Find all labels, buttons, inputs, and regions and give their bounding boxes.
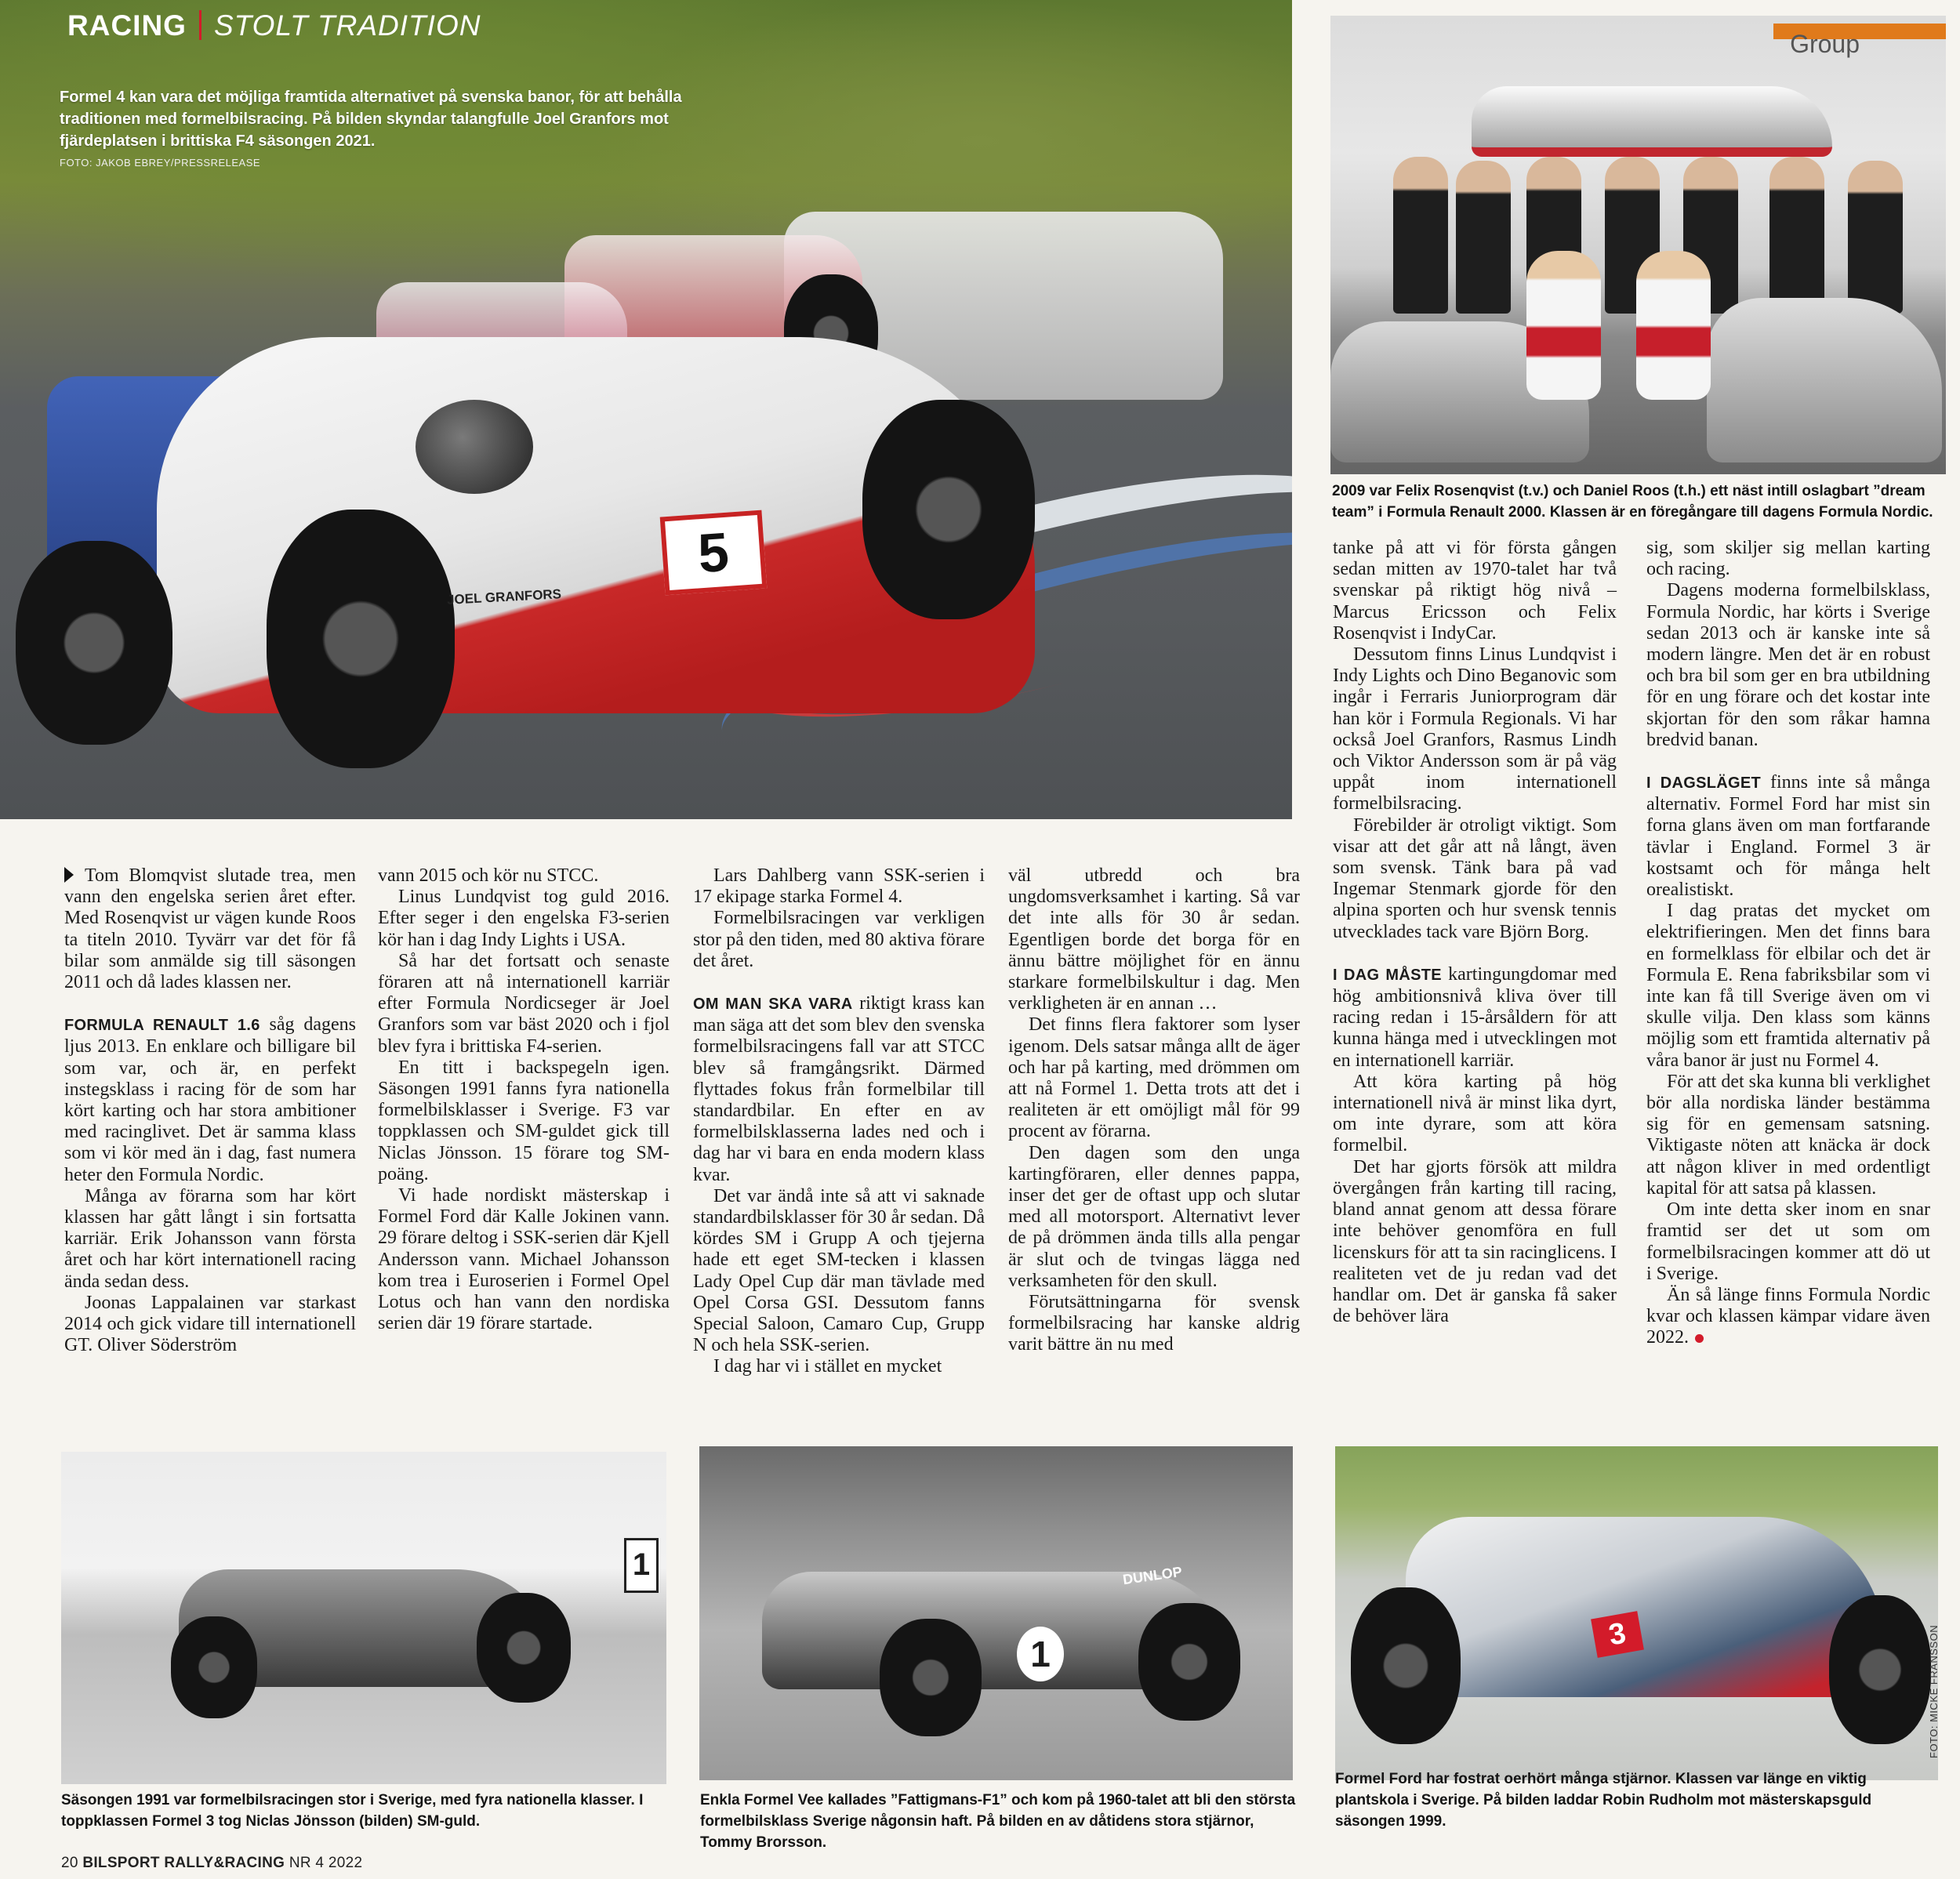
- sponsor-label: DUNLOP: [1121, 1563, 1183, 1588]
- paragraph: I dag har vi i stället en mycket: [713, 1356, 942, 1377]
- paragraph-text: Tom Blomqvist slutade trea, men vann den engelska serien året efter. Med Rosenqvist ur vägen kunde Roos ta titeln 2010. Tyvärr var det för få bilar som anmälde sig till säsongen 2011 och då lades klassen ner.: [64, 865, 356, 993]
- paragraph: [1646, 1285, 1930, 1349]
- paragraph: Det var ändå inte så att vi saknade standardbilsklasser för 30 år sedan. Då kördes SM i Grupp A och tjejerna hade ett eget SM-tecken i klassen Lady Opel Cup där man tävlade med Opel Corsa GSI. Dessutom fanns Special Saloon, Camaro Cup, Grupp N och hela SSK-serien.: [693, 1185, 985, 1356]
- car-wheel: [880, 1619, 982, 1736]
- car-wheel: [1138, 1603, 1240, 1721]
- issue-label: NR 4 2022: [289, 1855, 363, 1871]
- lead-in: I DAGSLÄGET: [1646, 774, 1761, 793]
- paragraph: Dessutom finns Linus Lundqvist i Indy Lights och Dino Beganovic som ingår i Ferraris Juniorprogram där han kör i Formula Regionals. Vi har också Joel Granfors, Rasmus Lindh och Viktor Andersson som är på väg uppåt inom internationell formelbilsracing.: [1333, 644, 1617, 814]
- photo-caption: Enkla Formel Vee kallades ”Fattigmans-F1” och kom på 1960-talet att bli den största formelbilsklass Sverige någonsin haft. På bilden en av dåtidens stora stjärnor, Tommy Brorsson.: [700, 1792, 1296, 1851]
- paragraph: Linus Lundqvist tog guld 2016. Efter seger i den engelska F3-serien kör han i dag Indy Lights i USA.: [378, 887, 670, 950]
- car-number-plate: 1: [1017, 1627, 1064, 1681]
- paragraph: Vi hade nordiskt mästerskap i Formel Ford där Kalle Jokinen vann. 29 förare deltog i SSK-serien där Kjell Andersson vann. Michael Johansson kom trea i Euroserien i Formel Opel Lotus och han vann den nordiska serien där 19 förare startade.: [378, 1185, 670, 1334]
- truck-text: Group: [1790, 30, 1860, 58]
- paragraph: Att köra karting på hög internationell nivå är minst lika dyrt, om inte dyrare, som att köra formelbil.: [1333, 1071, 1617, 1156]
- paragraph: I dag pratas det mycket om elektrifieringen. Men det finns bara en formelklass för elbilar och det är Formula E. Rena fabriksbilar som vi inte kan få till Sverige även om vi skulle vilja. Den klass som känns möjlig som ett framtida alternativ på våra banor är just nu Formel 4.: [1646, 901, 1930, 1071]
- photo-caption: Formel Ford har fostrat oerhört många stjärnor. Klassen var länge en viktig plantskola i Sverige. På bilden laddar Robin Rudholm mot mästerskapsguld säsongen 1999.: [1335, 1771, 1872, 1830]
- paragraph: Många av förarna som har kört klassen har gått långt i sin fortsatta karriär. Erik Johansson vann första året och har kört internationell racing ända sedan dess.: [64, 1185, 356, 1292]
- text-column-1: [64, 865, 356, 1356]
- paragraph-text: finns inte så många alternativ. Formel Ford har mist sin forna glans även om man fortfarande tävlar i England. Formel 3 är kostsamt och för många helt orealistiskt.: [1646, 772, 1930, 901]
- lead-in: OM MAN SKA VARA: [693, 996, 853, 1014]
- lead-in: I DAG MÅSTE: [1333, 966, 1442, 984]
- driver-name-label: JOEL GRANFORS: [446, 586, 562, 608]
- section-label: RACING: [67, 9, 187, 42]
- paragraph: Om inte detta sker inom en snar framtid ser det ut som om formelbilsracingen kommer att dö ut i Sverige.: [1646, 1199, 1930, 1284]
- photo-formel3-1991: [61, 1452, 666, 1784]
- team-photo-caption: 2009 var Felix Rosenqvist (t.v.) och Daniel Roos (t.h.) ett näst intill oslagbart ”dream team” i Formula Renault 2000. Klassen är en föregångare till dagens Formula Nordic.: [1332, 483, 1933, 521]
- hero-photo: [0, 0, 1292, 819]
- car-number-plate: 3: [1591, 1611, 1644, 1658]
- text-column-4: [1008, 865, 1300, 1356]
- paragraph: tanke på att vi för första gången sedan mitten av 1970-talet har två svenskar på riktigt hög nivå – Marcus Ericsson och Felix Rosenqvist i IndyCar.: [1333, 538, 1617, 644]
- racing-driver: [1526, 251, 1601, 400]
- car-number-plate: 5: [660, 510, 768, 596]
- photo-formel-vee: [699, 1446, 1293, 1780]
- header-divider: [199, 10, 201, 40]
- paragraph: Joonas Lappalainen var starkast 2014 och gick vidare till internationell GT. Oliver Söderström: [64, 1292, 356, 1356]
- displayed-race-car: [1472, 86, 1832, 157]
- paragraph: sig, som skiljer sig mellan karting och racing.: [1646, 538, 1930, 580]
- lead-in: FORMULA RENAULT 1.6: [64, 1017, 260, 1035]
- paragraph-text: kartingungdomar med hög ambitionsnivå kliva över till racing redan i 15-årsåldern för att kunna hänga med i utvecklingen mot en internationell karriär.: [1333, 963, 1617, 1071]
- team-photo: [1330, 16, 1946, 474]
- page-footer: [61, 1855, 362, 1872]
- text-column-2: [378, 865, 670, 1334]
- team-member: [1769, 157, 1824, 314]
- team-member: [1848, 161, 1903, 314]
- car-wheel: [16, 541, 172, 745]
- paragraph-text: Än så länge finns Formula Nordic kvar och klassen kämpar vidare även 2022.: [1646, 1284, 1930, 1348]
- paragraph: Så har det fortsatt och senaste föraren att nå internationell karriär efter Formula Nordicseger är Joel Granfors som var bäst 2020 och i fjol blev fyra i brittiska F4-serien.: [378, 950, 670, 1057]
- paragraph: [64, 865, 356, 993]
- paragraph: Den dagen som den unga kartingföraren, eller dennes pappa, inser det ger de oftast upp och slutar med all motorsport. Alternativt lever de på drömmen ända tills alla pengar är slut och de tvingas lägga ned verksamheten för den skull.: [1008, 1142, 1300, 1291]
- paragraph: Det finns flera faktorer som lyser igenom. Dels satsar många allt de äger och har på karting, med drömmen om att nå Formel 1. Detta trots att det i realiteten är ett omöjligt mål för 99 procent av förarna.: [1008, 1014, 1300, 1142]
- photo-formel-ford: [1335, 1446, 1938, 1780]
- car-wheel: [1351, 1587, 1461, 1744]
- hero-photo-credit: FOTO: JAKOB EBREY/PRESSRELEASE: [60, 157, 261, 169]
- race-car: [1406, 1517, 1884, 1697]
- paragraph: väl utbredd och bra ungdomsverksamhet i karting. Så var det inte alls för 30 år sedan. Egentligen borde det borga för en ännu bättre möjlighet för en ännu starkare formelbilskultur i dag. Men verkligheten är en annan …: [1008, 865, 1300, 1014]
- car-wheel: [477, 1593, 571, 1703]
- paragraph: Formelbilsracingen var verkligen stor på den tiden, med 80 aktiva förare det året.: [693, 908, 985, 971]
- subsection-label: STOLT TRADITION: [213, 9, 481, 42]
- paragraph: [64, 1014, 356, 1186]
- car-number-plate: 1: [624, 1538, 659, 1593]
- paragraph: Lars Dahlberg vann SSK-serien i 17 ekipage starka Formel 4.: [693, 865, 985, 908]
- car-wheel: [171, 1616, 257, 1718]
- text-column-6: [1646, 538, 1930, 1349]
- car-wheel: [267, 510, 455, 768]
- team-member: [1393, 157, 1448, 314]
- page-number: 20: [61, 1855, 78, 1871]
- photo-caption: Säsongen 1991 var formelbilsracingen stor i Sverige, med fyra nationella klasser. I toppklassen Formel 3 tog Niclas Jönsson (bilden) SM-guld.: [61, 1792, 644, 1830]
- section-header: [67, 9, 481, 42]
- paragraph: Det har gjorts försök att mildra övergången från karting till racing, bland annat genom att dessa förare inte behöver genomföra en full licenskurs för att ta sin racinglicens. I realiteten vet de ju redan vad det handlar om. Det är ganska få saker de behöver lära: [1333, 1156, 1617, 1327]
- paragraph: [693, 993, 985, 1186]
- paragraph: [1333, 964, 1617, 1072]
- car-wheel: [1829, 1595, 1931, 1744]
- paragraph: Förutsättningarna för svensk formelbilsracing har kanske aldrig varit bättre än nu med: [1008, 1292, 1300, 1355]
- arrow-icon: [64, 867, 74, 883]
- text-column-3: [693, 865, 985, 1378]
- paragraph: vann 2015 och kör nu STCC.: [378, 865, 599, 886]
- end-mark-icon: [1695, 1334, 1704, 1343]
- car-wheel: [862, 400, 1035, 619]
- side-photo-credit: FOTO: MICKE FRANSSON: [1928, 1624, 1940, 1758]
- team-member: [1456, 161, 1511, 314]
- race-car: [1707, 298, 1942, 462]
- text-column-5: [1333, 538, 1617, 1327]
- magazine-name: BILSPORT RALLY&RACING: [82, 1855, 285, 1871]
- paragraph: [1646, 772, 1930, 901]
- paragraph: En titt i backspegeln igen. Säsongen 1991 fanns fyra nationella formelbilsklasser i Sverige. F3 var toppklassen och SM-guldet gick till Niclas Jönsson. 15 förare tog SM-poäng.: [378, 1057, 670, 1184]
- paragraph: För att det ska kunna bli verklighet bör alla nordiska länder bestämma sig för en gemensam satsning. Viktigaste nöten att knäcka är dock att någon kliver in med ordentligt kapital för att satsa på klassen.: [1646, 1071, 1930, 1199]
- paragraph-text: såg dagens ljus 2013. En enklare och billigare bil som var, och är, en perfekt instegsklass i racing för de som har kört karting och har stora ambitioner med racinglivet. Det är samma klass som vi kör med än i dag, fast numera heter den Formula Nordic.: [64, 1014, 356, 1185]
- hero-caption: Formel 4 kan vara det möjliga framtida alternativet på svenska banor, för att behålla traditionen med formelbilsracing. På bilden skyndar talangfulle Joel Granfors mot fjärdeplatsen i brittiska F4 säsongen 2021.: [60, 89, 682, 150]
- paragraph: Förebilder är otroligt viktigt. Som visar att det går att nå långt, även som svensk. Tänk bara på vad Ingemar Stenmark gjorde för den alpina sporten och hur svensk tennis utvecklades tack vare Björn Borg.: [1333, 814, 1617, 942]
- driver-helmet: [416, 400, 533, 494]
- paragraph: Dagens moderna formelbilsklass, Formula Nordic, har körts i Sverige sedan 2013 och är kanske inte så modern längre. Men det är en robust och bra bil som ger en bra utbildning för en ung förare och det kostar inte skjortan för den som råkar hamna bredvid banan.: [1646, 580, 1930, 750]
- racing-driver: [1636, 251, 1711, 400]
- paragraph-text: riktigt krass kan man säga att det som blev den svenska formelbilsracingens fall var att STCC blev så framgångsrikt. Därmed flyttades fokus från formelbilar till standardbilar. En efter en av formelbilsklasserna lades ned och i dag har vi bara en enda modern klass kvar.: [693, 993, 985, 1185]
